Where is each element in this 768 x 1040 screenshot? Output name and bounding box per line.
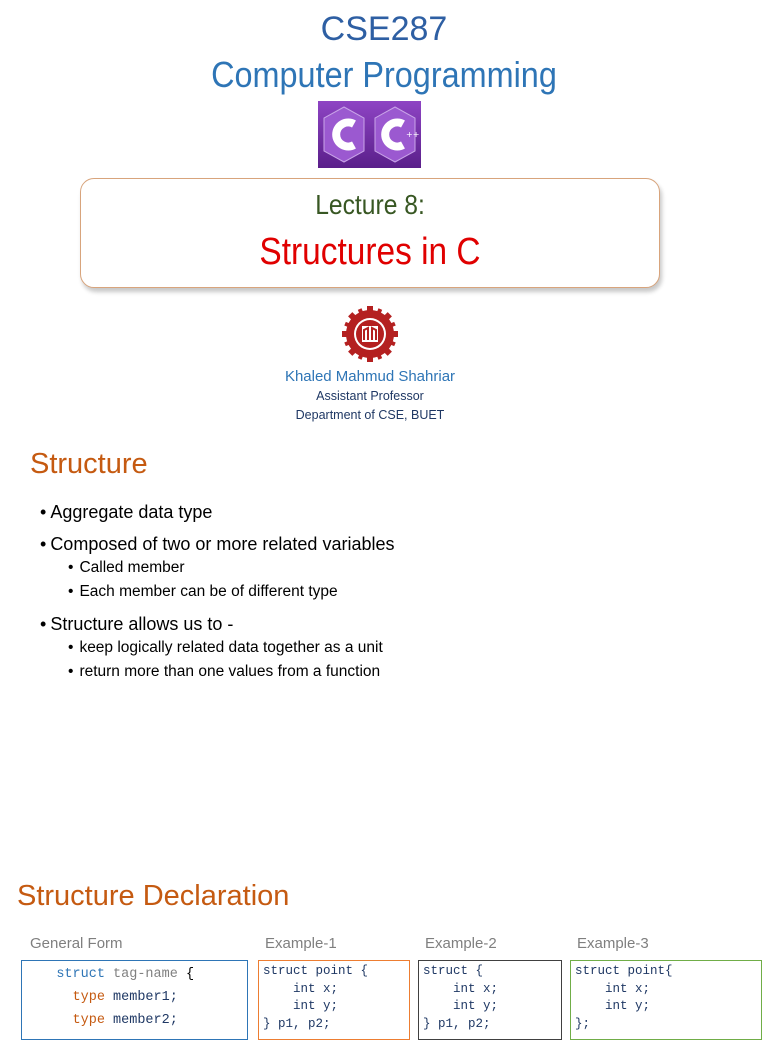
bullet-item: • Aggregate data type bbox=[40, 500, 394, 524]
sub-bullet-item: • keep logically related data together as a unit bbox=[40, 636, 394, 660]
code-line: } p1, p2; bbox=[423, 1016, 491, 1031]
lecture-title-box bbox=[80, 178, 660, 288]
code-box-general bbox=[21, 960, 248, 1040]
code-line: } p1, p2; bbox=[263, 1016, 331, 1031]
bullet-item: • Composed of two or more related variables bbox=[40, 532, 394, 556]
lecture-number: Lecture 8: bbox=[315, 189, 425, 220]
code-box-example2 bbox=[418, 960, 562, 1040]
bullet-item: • Structure allows us to - bbox=[40, 612, 394, 636]
c-and-cpp-logo-icon bbox=[318, 101, 421, 168]
code-line: int y; bbox=[575, 999, 651, 1013]
code-line: int x; bbox=[575, 981, 651, 996]
code-line: int y; bbox=[263, 999, 339, 1013]
author-role: Assistant Professor bbox=[316, 389, 424, 403]
sub-bullet-item: • Each member can be of different type bbox=[40, 580, 394, 604]
sub-bullet-item: • Called member bbox=[40, 556, 394, 580]
bullet-list bbox=[40, 500, 394, 692]
code-line: type member1; bbox=[72, 990, 178, 1005]
course-code: CSE287 bbox=[320, 10, 448, 48]
column-label-example3: Example-3 bbox=[577, 935, 649, 952]
lecture-title: Structures in C bbox=[259, 231, 481, 273]
structure-slide bbox=[0, 432, 768, 864]
code-line: struct { bbox=[423, 964, 484, 978]
code-line: int y; bbox=[423, 999, 499, 1013]
code-line: int x; bbox=[423, 981, 499, 996]
buet-seal-icon bbox=[342, 306, 398, 362]
code-line: int x; bbox=[263, 981, 339, 996]
column-label-example2: Example-2 bbox=[425, 935, 497, 952]
code-line: struct tag-name { bbox=[56, 967, 195, 982]
author-department: Department of CSE, BUET bbox=[295, 408, 445, 422]
code-line: }; bbox=[575, 1016, 591, 1031]
sub-bullet-item: • return more than one values from a function bbox=[40, 660, 394, 684]
column-label-example1: Example-1 bbox=[265, 935, 337, 952]
bullet-group bbox=[40, 612, 394, 684]
slide-heading: Structure Declaration bbox=[17, 880, 290, 912]
logo-superscript: ++ bbox=[406, 130, 420, 139]
course-name: Computer Programming bbox=[211, 54, 557, 95]
code-box-example3 bbox=[570, 960, 762, 1040]
code-line: struct point{ bbox=[575, 964, 673, 978]
column-label-general: General Form bbox=[30, 935, 123, 952]
code-line: struct point { bbox=[263, 964, 369, 978]
code-line: type member2; bbox=[72, 1013, 178, 1028]
bullet-group bbox=[40, 532, 394, 604]
structure-declaration-slide bbox=[0, 864, 768, 1031]
title-slide bbox=[0, 0, 768, 432]
slide-heading: Structure bbox=[30, 448, 148, 480]
author-name: Khaled Mahmud Shahriar bbox=[284, 368, 456, 385]
code-box-example1 bbox=[258, 960, 410, 1040]
